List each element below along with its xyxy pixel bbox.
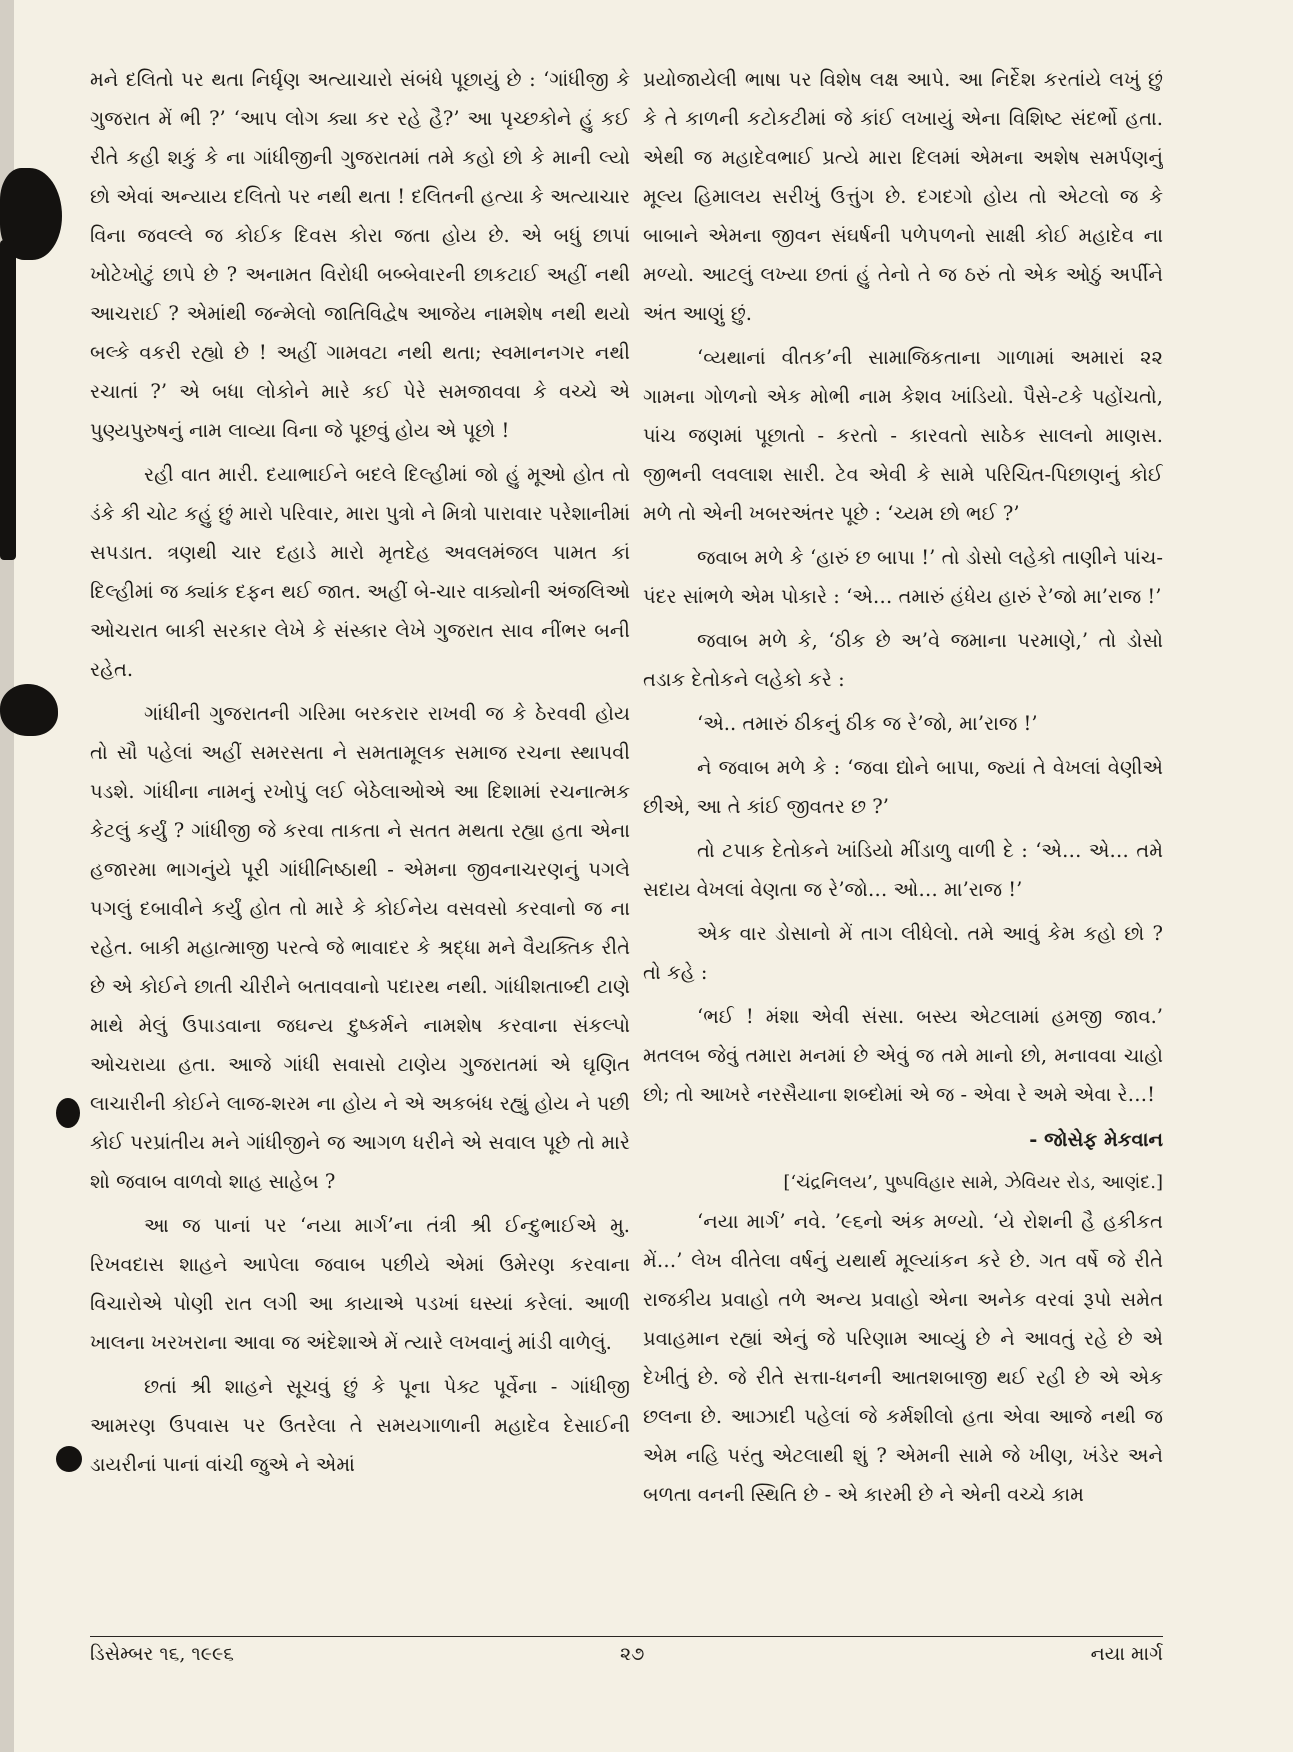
paragraph: જવાબ મળે કે ‘હારું છ બાપા !’ તો ડોસો લહેકો તાણીને પાંચ-પંદર સાંભળે એમ પોકારે : ‘એ… તમારું હંધેય હારું રે’જો મા’રાજ !’: [643, 546, 1163, 608]
ink-stain-small-1: [56, 1098, 80, 1128]
paragraph: ‘ભઈ ! મંશા એવી સંસા. બસ્ય એટલામાં હમજી જાવ.’ મતલબ જેવું તમારા મનમાં છે એવું જ તમે માનો છો, મનાવવા ચાહો છો; તો આખરે નરસૈયાના શબ્દોમાં એ જ - એવા રે અમે એવા રે…!: [643, 1005, 1163, 1106]
left-column: [90, 60, 630, 1605]
paragraph: ને જવાબ મળે કે : ‘જવા દ્યોને બાપા, જ્યાં તે વેખલાં વેણીએ છીએ, આ તે કાંઈ જીવતર છ ?’: [643, 756, 1163, 818]
right-column: [643, 60, 1163, 1605]
ink-stain-middle: [0, 684, 58, 736]
paragraph: પ્રયોજાયેલી ભાષા પર વિશેષ લક્ષ આપે. આ નિર્દેશ કરતાંયે લખું છું કે તે કાળની કટોકટીમાં જે કાંઈ લખાયું એના વિશિષ્ટ સંદર્ભો હતા. એથી જ મહાદેવભાઈ પ્રત્યે મારા દિલમાં એમના અશેષ સમર્પણનું મૂલ્ય હિમાલય સરીખું ઉત્તુંગ છે. દગદગો હોય તો એટલો જ કે બાબાને એમના જીવન સંઘર્ષની પળેપળનો સાક્ષી કોઈ મહાદેવ ના મળ્યો. આટલું લખ્યા છતાં હું તેનો તે જ ઠરું તો એક ઓઠું અર્પીને અંત આણું છું.: [643, 68, 1163, 325]
paragraph: મને દલિતો પર થતા નિર્ઘૃણ અત્યાચારો સંબંધે પૂછાયું છે : ‘ગાંધીજી કે ગુજરાત મેં ભી ?’ ‘આપ લોગ ક્યા કર રહે હૈ?’ આ પૃચ્છકોને હું કઈ રીતે કહી શકું કે ના ગાંધીજીની ગુજરાતમાં તમે કહો છો કે માની લ્યો છો એવાં અન્યાય દલિતો પર નથી થતા ! દલિતની હત્યા કે અત્યાચાર વિના જવલ્લે જ કોઈક દિવસ કોરા જતા હોય છે. એ બધું છાપાં ખોટેખોટું છાપે છે ? અનામત વિરોધી બબ્બેવારની છાકટાઈ અહીં નથી આચરાઈ ? એમાંથી જન્મેલો જાતિવિદ્વેષ આજેય નામશેષ નથી થયો બલ્કે વકરી રહ્યો છે ! અહીં ગામવટા નથી થતા; સ્વમાનનગર નથી રચાતાં ?’ એ બધા લોકોને મારે કઈ પેરે સમજાવવા કે વચ્ચે એ પુણ્યપુરુષનું નામ લાવ્યા વિના જે પૂછવું હોય એ પૂછો !: [90, 68, 630, 442]
paragraph: રહી વાત મારી. દયાભાઈને બદલે દિલ્હીમાં જો હું મૂઓ હોત તો ડંકે કી ચોટ કહું છું મારો પરિવાર, મારા પુત્રો ને મિત્રો પારાવાર પરેશાનીમાં સપડાત. ત્રણથી ચાર દહાડે મારો મૃતદેહ અવલમંજલ પામત કાં દિલ્હીમાં જ ક્યાંક દફન થઈ જાત. અહીં બે-ચાર વાક્યોની અંજલિઓ ઓચરાત બાકી સરકાર લેખે કે સંસ્કાર લેખે ગુજરાત સાવ નીંભર બની રહેત.: [90, 463, 630, 681]
author-address: [‘ચંદ્રનિલય’, પુષ્પવિહાર સામે, ઝેવિયર રોડ, આણંદ.]: [783, 1172, 1163, 1193]
paragraph: એક વાર ડોસાનો મેં તાગ લીધેલો. તમે આવું કેમ કહો છો ? તો કહે :: [643, 922, 1163, 984]
paragraph: છતાં શ્રી શાહને સૂચવું છું કે પૂના પેક્ટ પૂર્વેના - ગાંધીજી આમરણ ઉપવાસ પર ઉતરેલા તે સમયગાળાની મહાદેવ દેસાઈની ડાયરીનાં પાનાં વાંચી જુએ ને એમાં: [90, 1375, 630, 1476]
paragraph: ગાંધીની ગુજરાતની ગરિમા બરકરાર રાખવી જ કે ઠેરવવી હોય તો સૌ પહેલાં અહીં સમરસતા ને સમતામૂલક સમાજ રચના સ્થાપવી પડશે. ગાંધીના નામનું રખોપું લઈ બેઠેલાઓએ આ દિશામાં રચનાત્મક કેટલું કર્યું ? ગાંધીજી જે કરવા તાકતા ને સતત મથતા રહ્યા હતા એના હજારમા ભાગનુંયે પૂરી ગાંધીનિષ્ઠાથી - એમના જીવનાચરણનું પગલે પગલું દબાવીને કર્યું હોત તો મારે કે કોઈનેય વસવસો કરવાનો જ ના રહેત. બાકી મહાત્માજી પરત્વે જે ભાવાદર કે શ્રદ્ધા મને વૈયક્તિક રીતે છે એ કોઈને છાતી ચીરીને બતાવવાનો પદારથ નથી. ગાંધીશતાબ્દી ટાણે માથે મેલું ઉપાડવાના જઘન્ય દુષ્કર્મને નામશેષ કરવાના સંકલ્પો ઓચરાયા હતા. આજે ગાંધી સવાસો ટાણેય ગુજરાતમાં એ ઘૃણિત લાચારીની કોઈને લાજ-શરમ ના હોય ને એ અકબંધ રહ્યું હોય ને પછી કોઈ પરપ્રાંતીય મને ગાંધીજીને જ આગળ ધરીને એ સવાલ પૂછે તો મારે શો જવાબ વાળવો શાહ સાહેબ ?: [90, 702, 630, 1193]
magazine-name: નયા માર્ગ: [1090, 1643, 1163, 1665]
paragraph: ‘નયા માર્ગ’ નવે. ’૯૬નો અંક મળ્યો. ‘યે રોશની હૈ હકીકત મેં…’ લેખ વીતેલા વર્ષનું યથાર્થ મૂલ્યાંકન કરે છે. ગત વર્ષે જે રીતે રાજકીય પ્રવાહો તળે અન્ય પ્રવાહો એના અનેક વરવાં રૂપો સમેત પ્રવાહમાન રહ્યાં એનું જે પરિણામ આવ્યું છે ને આવતું રહે છે એ દેખીતું છે. જે રીતે સત્તા-ધનની આતશબાજી થઈ રહી છે એ એક છલના છે. આઝાદી પહેલાં જે કર્મશીલો હતા એવા આજે નથી જ એમ નહિ પરંતુ એટલાથી શું ? એમની સામે જે ખીણ, ખંડેર અને બળતા વનની સ્થિતિ છે - એ કારમી છે ને એની વચ્ચે કામ: [643, 1210, 1163, 1506]
paragraph: આ જ પાનાં પર ‘નયા માર્ગ’ના તંત્રી શ્રી ઈન્દુભાઈએ મુ. રિખવદાસ શાહને આપેલા જવાબ પછીયે એમાં ઉમેરણ કરવાના વિચારોએ પોણી રાત લગી આ કાયાએ પડખાં ઘસ્યાં કરેલાં. આળી ખાલના ખરખરાના આવા જ અંદેશાએ મેં ત્યારે લખવાનું માંડી વાળેલું.: [90, 1214, 630, 1354]
paragraph: જવાબ મળે કે, ‘ઠીક છે અ’વે જમાના પરમાણે,’ તો ડોસો તડાક દેતોકને લહેકો કરે :: [643, 629, 1163, 691]
issue-date: ડિસેમ્બર ૧૬, ૧૯૯૬: [90, 1643, 234, 1665]
ink-stain-strip: [0, 240, 16, 560]
author-signature: - જોસેફ મેકવાન: [1029, 1128, 1163, 1151]
paragraph: તો ટપાક દેતોકને ખાંડિયો મીંડાળુ વાળી દે : ‘એ… એ… તમે સદાય વેખલાં વેણતા જ રે’જો… ઓ… મા’રાજ !’: [643, 839, 1163, 901]
quote-line: ‘એ.. તમારું ઠીકનું ઠીક જ રે’જો, મા’રાજ !’: [697, 712, 1038, 735]
paragraph: ‘વ્યથાનાં વીતક’ની સામાજિકતાના ગાળામાં અમારાં ૨૨ ગામના ગોળનો એક મોભી નામ કેશવ ખાંડિયો. પૈસે-ટકે પહોંચતો, પાંચ જણમાં પૂછાતો - કરતો - કારવતો સાઠેક સાલનો માણસ. જીભની લવલાશ સારી. ટેવ એવી કે સામે પરિચિત-પિછાણનું કોઈ મળે તો એની ખબરઅંતર પૂછે : ‘ચ્યમ છો ભઈ ?’: [643, 346, 1163, 525]
page-footer: [90, 1636, 1163, 1671]
page-number: ૨૭: [620, 1643, 645, 1665]
ink-stain-small-2: [56, 1446, 82, 1472]
